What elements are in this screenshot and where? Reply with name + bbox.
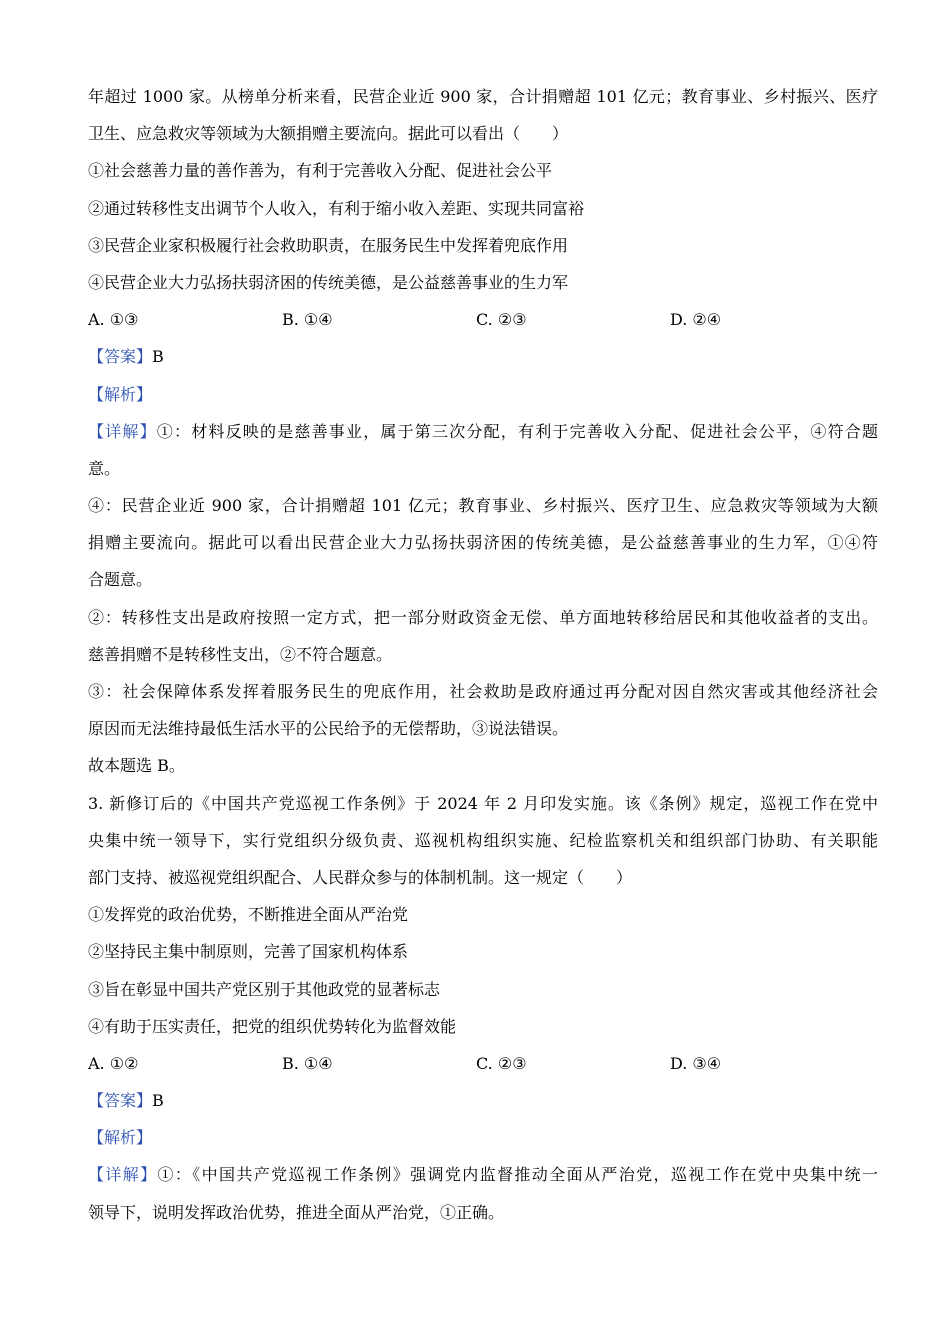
question-3-item-3: ③旨在彰显中国共产党区别于其他政党的显著标志 (88, 979, 441, 999)
question-3-stem-line-1: 3. 新修订后的《中国共产党巡视工作条例》于 2024 年 2 月印发实施。该《条例》规定，巡视工作在党中 (88, 793, 878, 813)
question-2-options (88, 301, 878, 338)
question-2-detail-line-5: 合题意。 (88, 570, 153, 590)
answer-value: B (152, 347, 164, 367)
answer-label: 【答案】 (88, 1091, 153, 1111)
question-2-detail-line-3: ④：民营企业近 900 家，合计捐赠超 101 亿元；教育事业、乡村振兴、医疗卫生、应急救灾等领域为大额 (88, 496, 878, 516)
question-2-analysis (88, 376, 878, 413)
detail-label: 【详解】 (88, 1165, 158, 1185)
question-2-detail-line-7: 慈善捐赠不是转移性支出，②不符合题意。 (88, 644, 393, 664)
document-page (88, 78, 878, 1231)
question-2-item-4: ④民营企业大力弘扬扶弱济困的传统美德，是公益慈善事业的生力军 (88, 272, 569, 292)
analysis-label: 【解析】 (88, 384, 153, 404)
question-3-option-b: B. ①④ (282, 1053, 333, 1073)
question-2-detail-line-1 (88, 413, 878, 450)
question-2-answer (88, 338, 878, 375)
analysis-label: 【解析】 (88, 1128, 153, 1148)
question-3-answer (88, 1082, 878, 1119)
question-2-detail-line-2: 意。 (88, 458, 121, 478)
question-3-stem-line-3: 部门支持、被巡视党组织配合、人民群众参与的体制机制。这一规定（ ） (88, 867, 633, 887)
detail-label: 【详解】 (88, 421, 157, 441)
question-2-detail-line-8: ③：社会保障体系发挥着服务民生的兜底作用，社会救助是政府通过再分配对因自然灾害或其他经济社会 (88, 682, 878, 701)
question-3-option-a: A. ①② (88, 1053, 139, 1073)
question-3-item-4: ④有助于压实责任，把党的组织优势转化为监督效能 (88, 1016, 457, 1036)
question-2 (88, 78, 878, 785)
question-2-item-2: ②通过转移性支出调节个人收入，有利于缩小收入差距、实现共同富裕 (88, 198, 585, 218)
question-3-option-d: D. ③④ (670, 1053, 722, 1073)
question-3-item-2: ②坚持民主集中制原则，完善了国家机构体系 (88, 942, 409, 962)
question-2-option-d: D. ②④ (670, 310, 722, 330)
question-3-analysis (88, 1119, 878, 1156)
question-3-item-1: ①发挥党的政治优势，不断推进全面从严治党 (88, 905, 409, 925)
question-2-detail-line-4: 捐赠主要流向。据此可以看出民营企业大力弘扬扶弱济困的传统美德，是公益慈善事业的生力军，①④符 (88, 533, 878, 553)
question-2-option-c: C. ②③ (476, 310, 527, 330)
question-2-option-b: B. ①④ (282, 310, 333, 330)
question-2-option-a: A. ①③ (88, 310, 139, 330)
question-2-detail-line-9: 原因而无法维持最低生活水平的公民给予的无偿帮助，③说法错误。 (88, 719, 569, 739)
question-3-stem-line-2: 央集中统一领导下，实行党组织分级负责、巡视机构组织实施、纪检监察机关和组织部门协助、有关职能 (88, 830, 878, 850)
question-2-stem-line-1: 年超过 1000 家。从榜单分析来看，民营企业近 900 家，合计捐赠超 101 亿元；教育事业、乡村振兴、医疗 (88, 87, 878, 106)
detail-text: ①：材料反映的是慈善事业，属于第三次分配，有利于完善收入分配、促进社会公平，④符合题 (156, 421, 878, 441)
answer-label: 【答案】 (88, 347, 153, 367)
detail-text: ①：《中国共产党巡视工作条例》强调党内监督推动全面从严治党，巡视工作在党中央集中统一 (157, 1165, 878, 1185)
question-2-stem-line-2: 卫生、应急救灾等领域为大额捐赠主要流向。据此可以看出（ ） (88, 124, 569, 144)
answer-value: B (152, 1091, 164, 1111)
question-3-option-c: C. ②③ (476, 1053, 527, 1073)
question-3-detail-line-1 (88, 1156, 878, 1193)
question-3-detail-line-2: 领导下，说明发挥政治优势，推进全面从严治党，①正确。 (88, 1202, 505, 1222)
question-2-item-1: ①社会慈善力量的善作善为，有利于完善收入分配、促进社会公平 (88, 161, 553, 181)
question-2-item-3: ③民营企业家积极履行社会救助职责，在服务民生中发挥着兜底作用 (88, 235, 569, 255)
question-2-detail-line-10: 故本题选 B。 (88, 756, 185, 776)
question-2-detail-line-6: ②：转移性支出是政府按照一定方式，把一部分财政资金无偿、单方面地转移给居民和其他收益者的支出。 (88, 607, 878, 627)
question-3-options (88, 1045, 878, 1082)
question-3 (88, 785, 878, 1231)
